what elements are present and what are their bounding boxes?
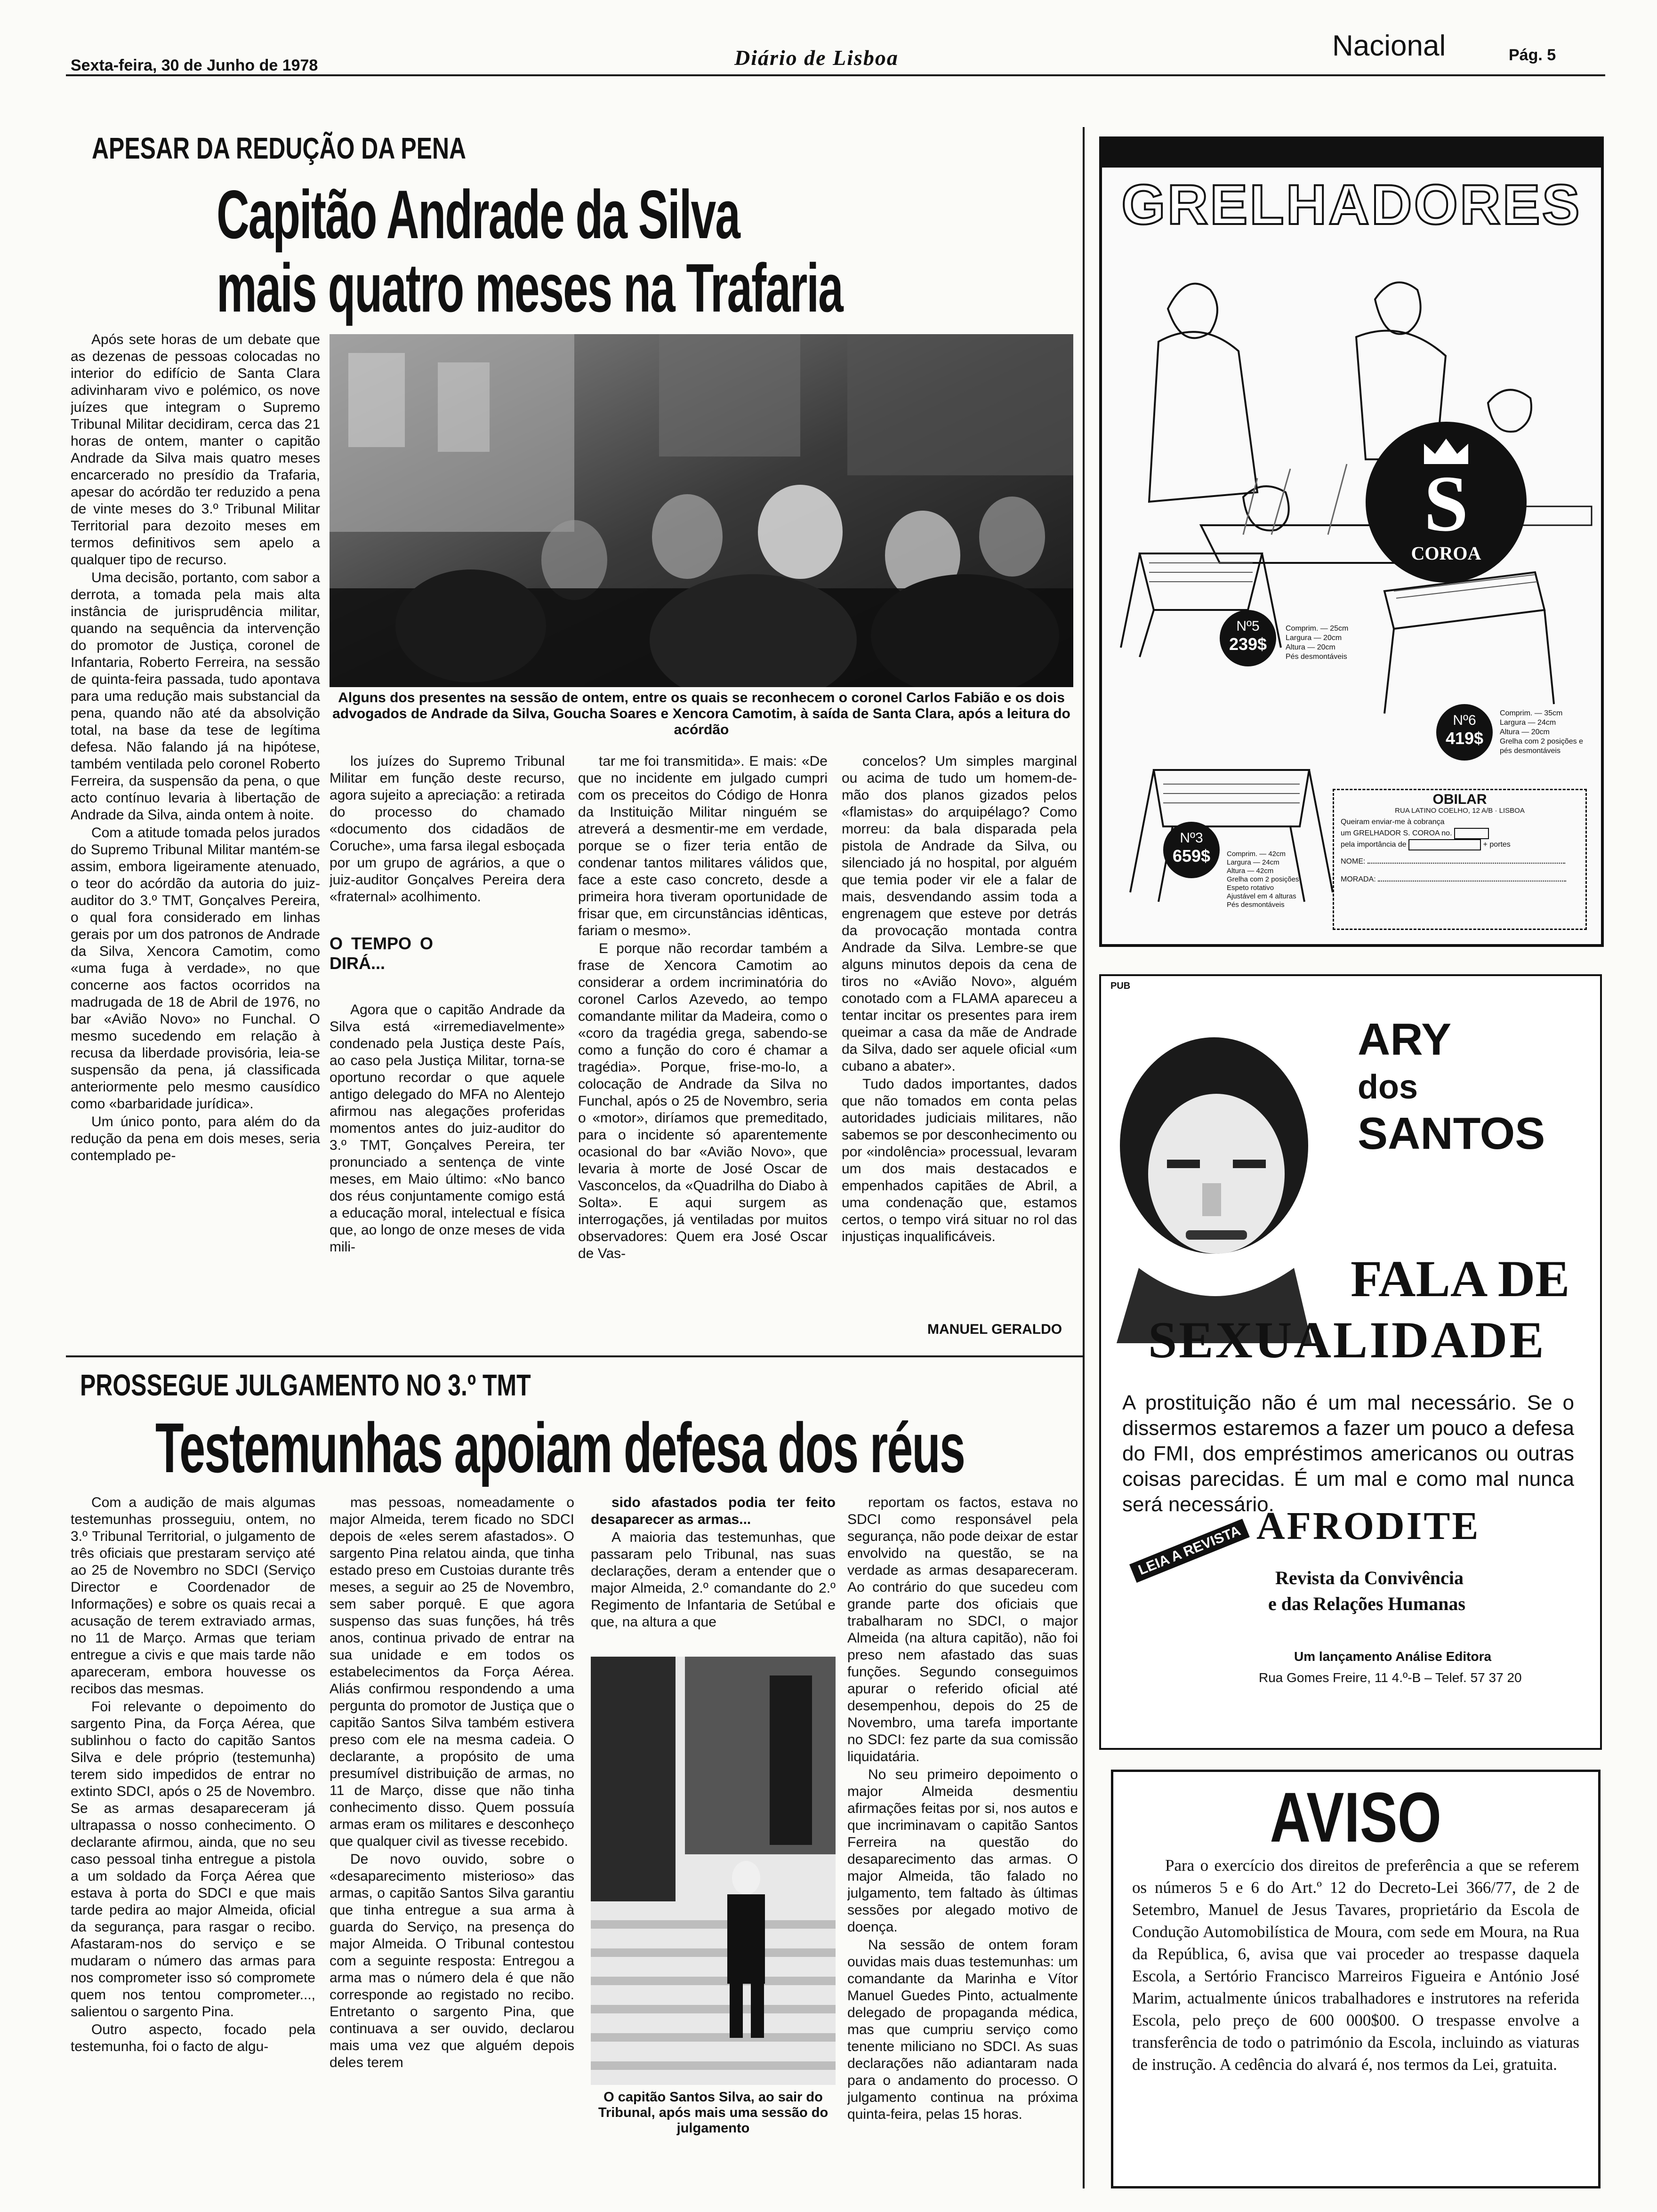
article-divider <box>66 1355 1083 1357</box>
paragraph: los juízes do Supremo Tribunal Militar em função deste recurso, agora sujeito a apreciação: a retirada do processo do chamado «documento dos cidadãos de Coruche», uma farsa ilegal esboçada por um grupo de agrários, a que o juiz-auditor Gonçalves Pereira dera «fraternal» acolhimento. <box>330 753 565 905</box>
article1-headline-line1: Capitão Andrade da Silva <box>217 176 740 253</box>
coupon-address-field[interactable] <box>1378 881 1566 882</box>
paragraph: Com a atitude tomada pelos jurados do Supremo Tribunal Militar mantém-se assim, embora ligeiramente atenuado, o teor do acórdão da autoria do juiz-auditor do 3.º TMT, Gonçalves Pereira, o qual fora considerado em linhas gerais por um dos patronos de Andrade da Silva, Xencora Camotim, como «uma fuga à verdade», no que concerne aos factos ocorridos na madrugada de 18 de Abril de 1976, no bar «Avião Novo» no Funchal. O mesmo sucedendo em relação à recusa da liberdade provisória, leia-se suspensão da pena, já classificada anteriormente pelo mesmo causídico como «barbaridade jurídica». <box>71 825 320 1112</box>
coupon-address-row: MORADA: <box>1341 874 1579 885</box>
grill-model-3-price: 659$ <box>1172 846 1211 866</box>
article2-photo <box>591 1657 836 2085</box>
masthead-page-number: Pág. 5 <box>1509 46 1556 64</box>
paragraph: sido afastados podia ter feito desaparecer as armas... <box>591 1495 836 1527</box>
paragraph: mas pessoas, nomeadamente o major Almeida, terem ficado no SDCI depois de «eles serem afastados». O sargento Pina relatou ainda, que tinha estado preso em Custoias durante três meses, a seguir ao 25 de Novembro, sem saber porquê. E que agora suspenso das suas funções, há três anos, continua privado de entrar na sua unidade e em todos os estabelecimentos da Força Aérea. Aliás confirmou respondendo a uma pergunta do promotor de Justiça que o capitão Santos Silva também estivera preso com ele na mesma cadeia. O declarante, a propósito de uma presumível distribuição de armas, no 11 de Março, disse que não tinha conhecimento disso. Quem possuía armas eram os militares e desconheço que qualquer civil as tivesse recebido. <box>330 1495 574 1849</box>
paragraph: Com a audição de mais algumas testemunhas prosseguiu, ontem, no 3.º Tribunal Territorial, o julgamento de três oficiais que prestaram serviço até ao 25 de Novembro no SDCI (Serviço Director e Coordenador de Informações) e sobre os quais recai a acusação de terem extraviado armas, no 11 de Março. Armas que teriam entregue a civis e que mais tarde não apareceram, embora houvesse os recibos das mesmas. <box>71 1495 315 1697</box>
grill-model-5-specs: Comprim. — 25cm Largura — 20cm Altura — 20cm Pés desmontáveis <box>1286 625 1349 661</box>
article2-photo-caption: O capitão Santos Silva, ao sair do Tribunal, após mais uma sessão do julgamento <box>598 2090 828 2136</box>
article2-kicker: PROSSEGUE JULGAMENTO NO 3.º TMT <box>80 1368 531 1402</box>
paragraph: Após sete horas de um debate que as dezenas de pessoas colocadas no interior do edifício de Santa Clara adivinharam vivo e polémico, os nove juízes que integram o Supremo Tribunal Militar decidiram, cerca das 21 horas de ontem, manter o capitão Andrade da Silva mais quatro meses encarcerado no presídio da Trafaria, apesar do acórdão ter reduzido a pena de vinte meses do 3.º Tribunal Militar Territorial para dezoito meses em termos definitivos sem apelo a qualquer tipo de recurso. <box>71 332 320 568</box>
paragraph: Foi relevante o depoimento do sargento Pina, da Força Aérea, que sublinhou o facto do capitão Santos Silva e dele próprio (testemunha) terem sido impedidos de entrar no extinto SDCI, após o 25 de Novembro. Se as armas desapareceram já ultrapassa o nosso conhecimento. O declarante afirmou, ainda, que no seu caso pessoal tinha entregue a pistola a um soldado da Força Aérea que estava à porta do SDCI e que mais tarde pedira ao major Almeida, oficial da segurança, para rasgar o recibo. Afastaram-nos do serviço e se mudaram o número das armas para nos comprometer isso só compromete quem nos tentou comprometer..., salientou o sargento Pina. <box>71 1699 315 2020</box>
masthead-date: Sexta-feira, 30 de Junho de 1978 <box>71 56 318 74</box>
grill-model-6-number: Nº6 <box>1453 713 1476 728</box>
article1-column-3 <box>578 753 828 1346</box>
coupon-address: RUA LATINO COELHO, 12 A/B · LISBOA <box>1395 807 1525 815</box>
grill-advertisement <box>1099 136 1604 947</box>
paragraph: De novo ouvido, sobre o «desaparecimento misterioso» das armas, o capitão Santos Silva garantiu que tinha entregue a sua arma à guarda do Serviço, na presença do major Almeida. O Tribunal contestou com a seguinte resposta: Entregou a arma mas o número dela é que não corresponde ao registado no recibo. Entretanto o sargento Pina, que continuava a ser ouvido, declarou mais uma vez que alguém depois deles terem <box>330 1851 574 2070</box>
coupon-model-field[interactable] <box>1454 828 1489 839</box>
ad-name-line-2: dos <box>1358 1068 1418 1106</box>
ad-body-text: A prostituição não é um mal necessário. Se o dissermos estaremos a fazer um pouco a defesa do FMI, dos empréstimos americanos ou outras coisas parecidas. É um mal e como mal nunca será necessário. <box>1122 1391 1574 1516</box>
article1-headline-line2: mais quatro meses na Trafaria <box>217 249 843 326</box>
read-magazine-banner: LEIA A REVISTA <box>1129 1519 1250 1583</box>
ad-pub-label: PUB <box>1110 981 1131 991</box>
magazine-publisher: Um lançamento Análise Editora <box>1294 1649 1492 1664</box>
paragraph: Outro aspecto, focado pela testemunha, foi o facto de algu- <box>71 2022 315 2054</box>
aviso-notice <box>1111 1770 1601 2188</box>
article2-column-3 <box>591 1494 836 1650</box>
article1-column-1 <box>71 331 320 1343</box>
coupon-name-field[interactable] <box>1367 863 1565 864</box>
paragraph: E porque não recordar também a frase de Xencora Camotim ao considerar a ordem incriminatória do coronel Carlos Azevedo, ao tempo comandante militar da Madeira, como o «coro da tragédia grega, sabendo-se como a função do coro é chamar a tragédia». Porque, frise-mo-lo, a colocação de Andrade da Silva no Funchal, após o 25 de Novembro, seria o «motor», diríamos que premeditado, para o incidente só aparentemente ocasional do bar «Avião Novo», que levaria à morte de José Oscar de Vasconcelos, da «Quadrilha do Diabo à Solta». E aqui surgem as interrogações, já ventiladas por muitos observadores: Quem era José Oscar de Vas- <box>578 941 828 1261</box>
paragraph: Um único ponto, para além do da redução da pena em dois meses, seria contemplado pe- <box>71 1114 320 1163</box>
article2-column-4 <box>847 1494 1078 2191</box>
masthead-rule <box>66 74 1605 76</box>
article1-subhead: O TEMPO O DIRÁ... <box>330 934 433 973</box>
article1-photo-caption: Alguns dos presentes na sessão de ontem, entre os quais se reconhecem o coronel Carlos Fabião e os dois advogados de Andrade da Silva, Goucha Soares e Xencora Camotim, à saída de Santa Clara, após a leitura do acórdão <box>332 690 1070 737</box>
afrodite-advertisement <box>1099 974 1602 1750</box>
grill-ad-title: GRELHADORES <box>1121 173 1582 236</box>
crowd-photo-illustration <box>330 334 1073 687</box>
paragraph: A maioria das testemunhas, que passaram pelo Tribunal, nas suas declarações, deram a entender que o major Almeida, 2.º comandante do 2.º Regimento de Infantaria de Setúbal e que, na altura a que <box>591 1530 836 1630</box>
article2-headline: Testemunhas apoiam defesa dos réus <box>155 1408 965 1487</box>
article1-photo <box>330 334 1073 687</box>
ad-title-line-2: SEXUALIDADE <box>1148 1311 1546 1369</box>
ad-name-line-1: ARY <box>1358 1014 1452 1065</box>
grill-model-5-number: Nº5 <box>1236 618 1260 634</box>
grill-model-5-badge <box>1220 610 1276 666</box>
grill-model-6-badge <box>1436 704 1493 761</box>
coupon-name-row: NOME: <box>1341 856 1579 867</box>
coupon-line-3: pela importância de + portes <box>1341 839 1579 850</box>
paragraph: No seu primeiro depoimento o major Almeida desmentiu afirmações feitas por si, nos autos e que incriminavam o capitão Santos Ferreira na questão do desaparecimento das armas. O major Almeida, tão falado no julgamento, tem faltado às últimas sessões por alegado motivo de doença. <box>847 1767 1078 1935</box>
grill-model-6-specs: Comprim. — 35cm Largura — 24cm Altura — 20cm Grelha com 2 posições e pés desmontáveis <box>1500 709 1583 755</box>
article1-kicker <box>92 131 657 168</box>
column-divider-vertical <box>1083 127 1085 2188</box>
magazine-title: AFRODITE <box>1256 1504 1480 1548</box>
coupon-amount-field[interactable] <box>1408 839 1481 850</box>
aviso-body: Para o exercício dos direitos de preferência a que se referem os números 5 e 6 do Art.º 12 do Decreto-Lei 366/77, de 2 de Setembro, Manuel de Jesus Tavares, proprietário da Escola de Condução Automobilística de Moura, com sede em Moura, na Rua da República, 6, avisa que vai proceder ao trespasse daquela Escola, a Sertório Francisco Marreiros Figueira e António José Marim, actualmente únicos trabalhadores e instrutores na referida Escola, pelo preço de 600 000$00. O trespasse envolve a transferência de todo o património da Escola, incluindo as viaturas de instrução. A cedência do alvará é, nos termos da Lei, gratuita. <box>1132 1856 1579 2074</box>
stairs-photo-illustration <box>591 1657 836 2085</box>
magazine-address: Rua Gomes Freire, 11 4.º-B – Telef. 57 37 20 <box>1259 1670 1522 1685</box>
article2-column-2 <box>330 1494 574 2191</box>
paragraph: Uma decisão, portanto, com sabor a derrota, a tomada pela mais alta instância de jurisprudência militar, quando na sequência da intervenção do promotor de Justiça, coronel de Infantaria, Roberto Ferreira, na sessão de quinta-feira passada, tudo apontava para uma redução mais substancial da pena, quando não até da absolvição total, na base da tese de legítima defesa. Não falando já na hipótese, também ventilada pelo coronel Roberto Ferreira, da suspensão da pena, o que acto contínuo levaria à libertação de Andrade da Silva, ainda ontem à noite. <box>71 570 320 823</box>
masthead-paper-name: Diário de Lisboa <box>734 46 899 70</box>
ary-dos-santos-portrait <box>1110 1004 1318 1343</box>
coroa-logo-brand: COROA <box>1411 543 1481 564</box>
magazine-subtitle-1: Revista da Convivência <box>1275 1567 1464 1588</box>
grill-model-3-badge <box>1163 822 1220 878</box>
paragraph: tar me foi transmitida». E mais: «De que no incidente em julgado cumpri com os preceitos do Código de Honra da Instituição Militar ninguém se atreverá a desmentir-me em verdade, porque se o fizer teria então de condenar tantos militares válidos que, face a este caso concreto, desde a primeira hora tiveram oportunidade de frisar que, em circunstâncias idênticas, fariam o mesmo». <box>578 753 828 938</box>
paragraph: reportam os factos, estava no SDCI como responsável pela segurança, não pode deixar de estar envolvido na questão, se na verdade as armas desapareceram. Ao contrário do que sucedeu com grande parte dos oficiais que trabalharam no SDCI, o major Almeida (na altura capitão), não foi preso nem afastado das suas funções. Segundo conseguimos apurar o referido oficial até desempenhou, depois do 25 de Novembro, uma tarefa importante no SDCI: fez parte da sua comissão liquidatária. <box>847 1495 1078 1764</box>
grill-model-3-specs: Comprim. — 42cm Largura — 24cm Altura — 42cm Grelha com 2 posições Espeto rotativo Ajustável em 4 alturas Pés desmontáveis <box>1227 850 1299 909</box>
ad-title-line-1: FALA DE <box>1351 1250 1570 1307</box>
paragraph: concelos? Um simples marginal ou acima de tudo um homem-de-mão dos planos gizados pelos «flamistas» do arquipélago? Como morreu: da bala disparada pela pistola de Andrade da Silva, ou silenciado já no hospital, por alguém que temia poder vir ele a falar de mais, desvendando assim toda a engrenagem que esteve por detrás da provocação montada contra Andrade da Silva. Lembre-se que alguns minutos depois da cena de tiros no «Avião Novo», alguém conotado com a FLAMA apareceu a tentar incitar os presentes para irem queimar a casa da mãe de Andrade da Silva, dado ser aquele oficial «um cubano a abater». <box>842 753 1077 1074</box>
article1-kicker-text: APESAR DA REDUÇÃO DA PENA <box>92 131 467 165</box>
aviso-title: AVISO <box>1270 1778 1442 1857</box>
article1-author: MANUEL GERALDO <box>927 1322 1062 1337</box>
grill-model-6-price: 419$ <box>1445 729 1484 748</box>
paragraph: Tudo dados importantes, dados que não tomados em conta pelas autoridades judiciais militares, não sabemos se por desconhecimento ou por «indolência» processual, levaram um dos mais destacados e empenhados capitães de Abril, a uma condenação que, estamos certos, o tempo virá situar no rol das injustiças inqualificáveis. <box>842 1076 1077 1244</box>
coroa-logo-letter: S <box>1424 459 1469 548</box>
article2-column-1 <box>71 1494 315 2191</box>
article1-column-4 <box>842 753 1077 1318</box>
article1-column-2 <box>330 753 565 1346</box>
coupon-brand: OBILAR <box>1432 792 1487 807</box>
ad-name-line-3: SANTOS <box>1358 1108 1545 1159</box>
paragraph: Agora que o capitão Andrade da Silva está «irremediavelmente» condenado pela Justiça deste País, ao caso pela Justiça Militar, torna-se oportuno recordar o que aquele antigo delegado do MFA no Alentejo afirmou nas alegações proferidas momentos antes do juiz-auditor do 3.º TMT, Gonçalves Pereira, ter pronunciado a sentença de vinte meses, em Maio último: «No banco dos réus conjuntamente comigo está a educação moral, intelectual e física que, ao longo de onze meses de vida mili- <box>330 1002 565 1255</box>
grill-model-5-price: 239$ <box>1229 634 1267 654</box>
coupon-line-1: Queiram enviar-me à cobrança <box>1341 818 1445 826</box>
order-coupon <box>1333 789 1587 930</box>
magazine-subtitle-2: e das Relações Humanas <box>1268 1593 1465 1614</box>
grill-model-3-number: Nº3 <box>1180 830 1203 846</box>
coupon-line-2: um GRELHADOR S. COROA no. <box>1341 828 1579 839</box>
masthead-section: Nacional <box>1332 30 1446 62</box>
paragraph: Na sessão de ontem foram ouvidas mais duas testemunhas: um comandante da Marinha e Vítor Manuel Guedes Pinto, actualmente delegado de propaganda médica, mas que cumpriu serviço como tenente miliciano no SDCI. As suas declarações não adiantaram nada para o andamento do processo. O julgamento continua na próxima quinta-feira, pelas 15 horas. <box>847 1937 1078 2122</box>
